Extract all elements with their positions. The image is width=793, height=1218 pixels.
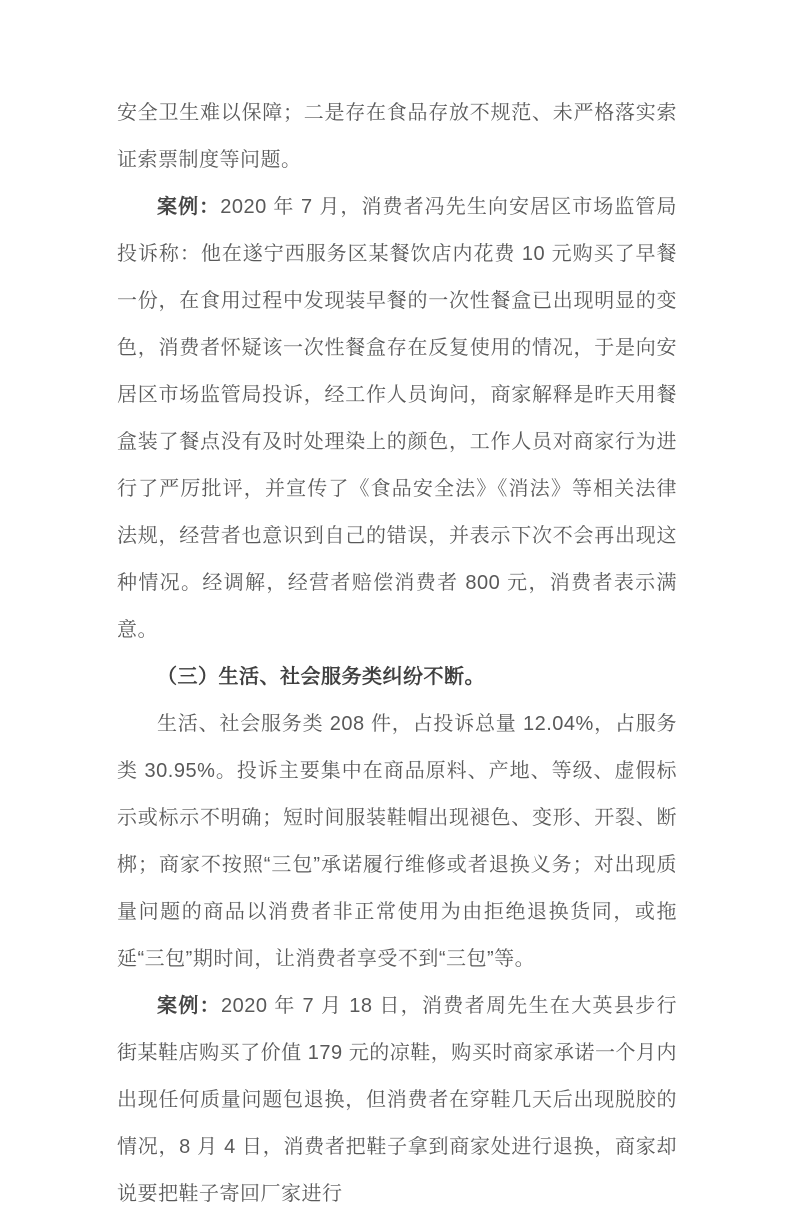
section-heading-life-services <box>117 654 677 701</box>
paragraph-text: 安全卫生难以保障；二是存在食品存放不规范、未严格落实索证索票制度等问题。 <box>117 102 677 171</box>
case-label: 案例： <box>157 196 221 218</box>
heading-text: （三）生活、社会服务类纠纷不断。 <box>157 666 485 688</box>
paragraph-case-shoes <box>117 983 677 1218</box>
paragraph-text: 生活、社会服务类 208 件，占投诉总量 12.04%，占服务类 30.95%。投诉主要集中在商品原料、产地、等级、虚假标示或标示不明确；短时间服装鞋帽出现褪色、变形、开裂、断梆；商家不按照“三包”承诺履行维修或者退换义务；对出现质量问题的商品以消费者非正常使用为由拒绝退换货同，或拖延“三包”期时间，让消费者享受不到“三包”等。 <box>117 713 677 970</box>
paragraph-food-safety-issues <box>117 90 677 184</box>
case-label: 案例： <box>157 995 221 1017</box>
paragraph-text: 2020 年 7 月，消费者冯先生向安居区市场监管局投诉称：他在遂宁西服务区某餐饮店内花费 10 元购买了早餐一份，在食用过程中发现装早餐的一次性餐盒已出现明显的变色，消费者怀疑该一次性餐盒存在反复使用的情况，于是向安居区市场监管局投诉，经工作人员询问，商家解释是昨天用餐盒装了餐点没有及时处理染上的颜色，工作人员对商家行为进行了严厉批评，并宣传了《食品安全法》《消法》等相关法律法规，经营者也意识到自己的错误，并表示下次不会再出现这种情况。经调解，经营者赔偿消费者 800 元，消费者表示满意。 <box>117 196 678 641</box>
paragraph-case-restaurant <box>117 184 677 654</box>
paragraph-life-services-stats <box>117 701 677 983</box>
paragraph-text: 2020 年 7 月 18 日，消费者周先生在大英县步行街某鞋店购买了价值 179 元的凉鞋，购买时商家承诺一个月内出现任何质量问题包退换，但消费者在穿鞋几天后出现脱胶的情况，8 月 4 日，消费者把鞋子拿到商家处进行退换，商家却说要把鞋子寄回厂家进行 <box>117 995 677 1205</box>
